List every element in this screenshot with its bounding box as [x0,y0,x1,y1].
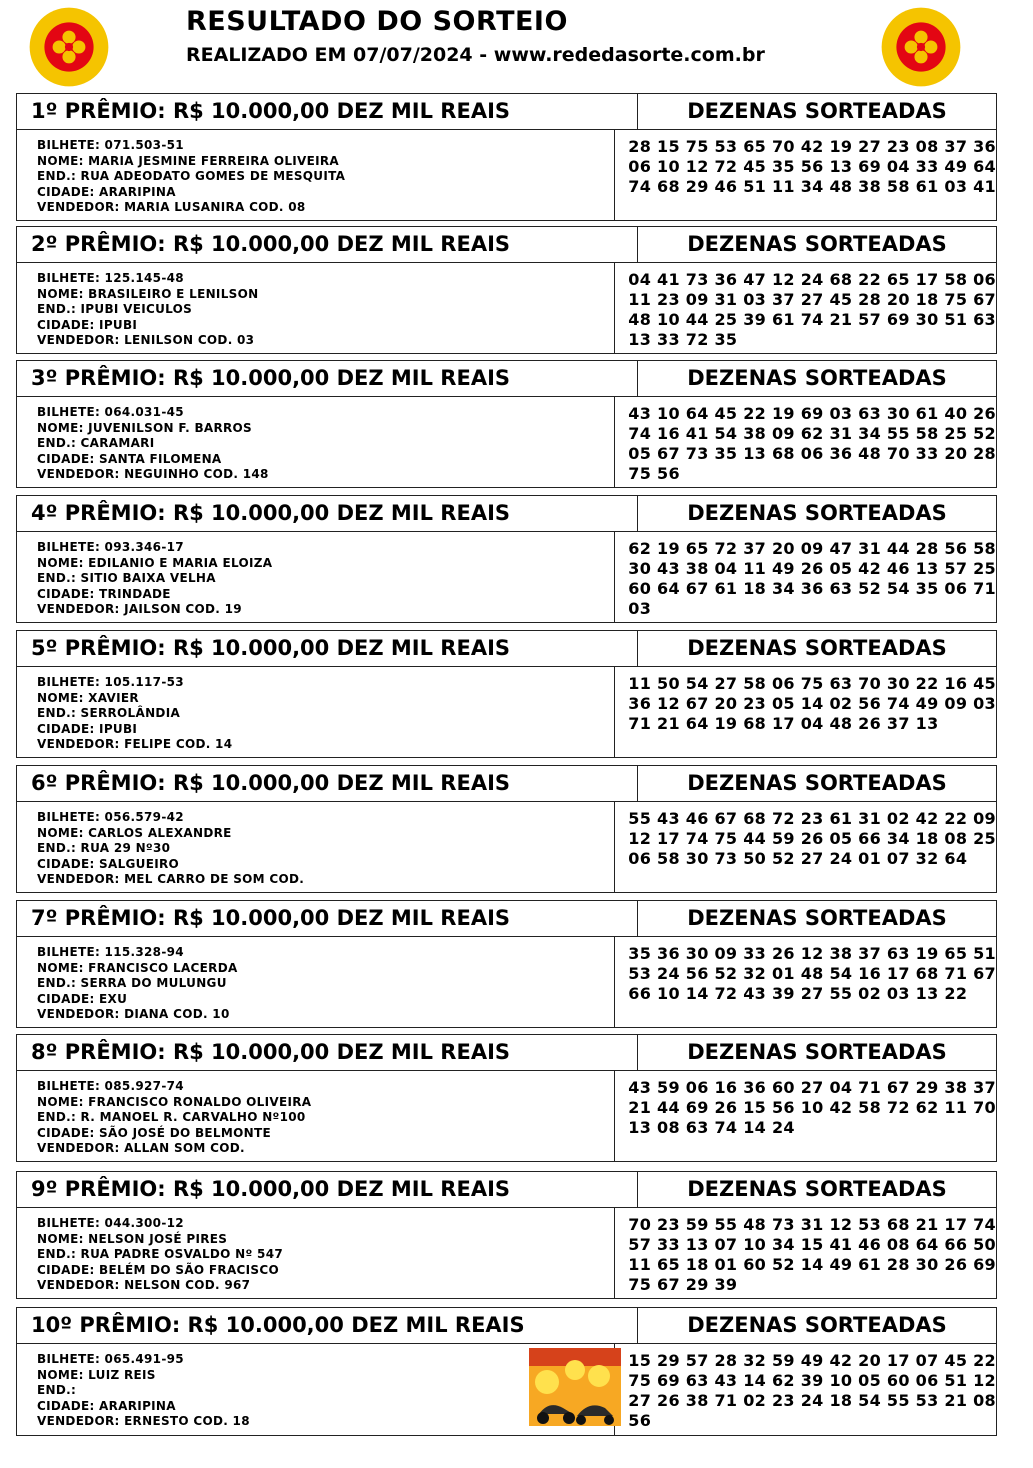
dezenas-title: DEZENAS SORTEADAS [687,1313,947,1337]
winner-city: CIDADE: ARARIPINA [37,184,176,199]
numbers-line: 62 19 65 72 37 20 09 47 31 44 28 56 58 [628,539,996,558]
prize-block [16,226,997,354]
numbers-line: 12 17 74 75 44 59 26 05 66 34 18 08 25 [628,829,996,848]
ticket-info [17,937,615,1027]
dezenas-title: DEZENAS SORTEADAS [687,99,947,123]
ticket-info [17,532,615,622]
ticket-number: BILHETE: 071.503-51 [37,138,184,152]
page-subtitle: REALIZADO EM 07/07/2024 - www.rededasorte.com.br [186,44,765,66]
drawn-numbers [615,263,996,353]
numbers-line: 66 10 14 72 43 39 27 55 02 03 13 22 [628,984,968,1003]
prize-title: 3º PRÊMIO: R$ 10.000,00 DEZ MIL REAIS [17,361,638,396]
numbers-line: 43 59 06 16 36 60 27 04 71 67 29 38 37 [628,1078,996,1097]
ticket-info [17,802,615,892]
numbers-line: 06 10 12 72 45 35 56 13 69 04 33 49 64 [628,157,996,176]
numbers-line: 70 23 59 55 48 73 31 12 53 68 21 17 74 [628,1215,996,1234]
prize-block [16,900,997,1028]
prize-block [16,93,997,221]
numbers-line: 55 43 46 67 68 72 23 61 31 02 42 22 09 [628,809,996,828]
winner-name: NOME: XAVIER [37,690,139,705]
winner-address: END.: CARAMARI [37,436,155,450]
prize-title: 5º PRÊMIO: R$ 10.000,00 DEZ MIL REAIS [17,631,638,666]
numbers-line: 35 36 30 09 33 26 12 38 37 63 19 65 51 [628,944,996,963]
ticket-number: BILHETE: 065.491-95 [37,1352,184,1366]
winner-address: END.: R. MANOEL R. CARVALHO Nº100 [37,1110,306,1124]
prize-block [16,1307,997,1436]
ticket-number: BILHETE: 044.300-12 [37,1216,184,1230]
dezenas-title: DEZENAS SORTEADAS [687,501,947,525]
prize-block [16,1171,997,1299]
winner-name: NOME: BRASILEIRO E LENILSON [37,286,259,301]
ticket-number: BILHETE: 105.117-53 [37,675,184,689]
winner-name: NOME: EDILANIO E MARIA ELOIZA [37,555,273,570]
numbers-line: 74 68 29 46 51 11 34 48 38 58 61 03 41 [628,177,996,196]
winner-address: END.: SERROLÂNDIA [37,706,181,720]
winner-city: CIDADE: IPUBI [37,721,138,736]
winner-address: END.: SERRA DO MULUNGU [37,976,227,990]
winner-city: CIDADE: BELÉM DO SÃO FRACISCO [37,1262,279,1277]
seller: VENDEDOR: LENILSON COD. 03 [37,333,255,347]
winner-address: END.: RUA ADEODATO GOMES DE MESQUITA [37,169,346,183]
seller: VENDEDOR: MARIA LUSANIRA COD. 08 [37,200,306,214]
prize-title: 4º PRÊMIO: R$ 10.000,00 DEZ MIL REAIS [17,496,638,531]
drawn-numbers [615,667,996,757]
ticket-info [17,1344,615,1435]
drawn-numbers [615,130,996,220]
winner-address: END.: RUA PADRE OSVALDO Nº 547 [37,1247,283,1261]
prize-block [16,630,997,758]
numbers-line: 05 67 73 35 13 68 06 36 48 70 33 20 28 [628,444,996,463]
seller: VENDEDOR: NELSON COD. 967 [37,1278,251,1292]
numbers-line: 03 [628,599,652,618]
prize-title: 10º PRÊMIO: R$ 10.000,00 DEZ MIL REAIS [17,1308,638,1343]
numbers-line: 06 58 30 73 50 52 27 24 01 07 32 64 [628,849,968,868]
dezenas-title: DEZENAS SORTEADAS [687,771,947,795]
winner-name: NOME: JUVENILSON F. BARROS [37,420,252,435]
winner-name: NOME: CARLOS ALEXANDRE [37,825,232,840]
numbers-line: 15 29 57 28 32 59 49 42 20 17 07 45 22 [628,1351,996,1370]
numbers-line: 04 41 73 36 47 12 24 68 22 65 17 58 06 [628,270,996,289]
numbers-line: 28 15 75 53 65 70 42 19 27 23 08 37 36 [628,137,996,156]
drawn-numbers [615,802,996,892]
winner-name: NOME: FRANCISCO LACERDA [37,960,238,975]
drawn-numbers [615,1344,996,1435]
winner-city: CIDADE: EXU [37,991,128,1006]
page-title: RESULTADO DO SORTEIO [186,6,568,37]
numbers-line: 11 65 18 01 60 52 14 49 61 28 30 26 69 [628,1255,996,1274]
numbers-line: 27 26 38 71 02 23 24 18 54 55 53 21 08 [628,1391,996,1410]
dezenas-title: DEZENAS SORTEADAS [687,636,947,660]
ticket-info [17,397,615,487]
winner-name: NOME: FRANCISCO RONALDO OLIVEIRA [37,1094,312,1109]
logo-icon [28,6,110,88]
page-header [0,0,1033,90]
numbers-line: 60 64 67 61 18 34 36 63 52 54 35 06 71 [628,579,996,598]
ticket-info [17,263,615,353]
seller: VENDEDOR: DIANA COD. 10 [37,1007,230,1021]
numbers-line: 56 [628,1411,652,1430]
drawn-numbers [615,397,996,487]
numbers-line: 13 08 63 74 14 24 [628,1118,795,1137]
prize-block [16,765,997,893]
numbers-line: 75 67 29 39 [628,1275,738,1294]
prize-title: 9º PRÊMIO: R$ 10.000,00 DEZ MIL REAIS [17,1172,638,1207]
seller: VENDEDOR: FELIPE COD. 14 [37,737,233,751]
seller: VENDEDOR: ALLAN SOM COD. [37,1141,245,1155]
winner-name: NOME: LUIZ REIS [37,1367,156,1382]
prize-block [16,360,997,488]
numbers-line: 75 69 63 43 14 62 39 10 05 60 06 51 12 [628,1371,996,1390]
winner-city: CIDADE: ARARIPINA [37,1398,176,1413]
ticket-number: BILHETE: 093.346-17 [37,540,184,554]
numbers-line: 21 44 69 26 15 56 10 42 58 72 62 11 70 [628,1098,996,1117]
numbers-line: 11 50 54 27 58 06 75 63 70 30 22 16 45 [628,674,996,693]
ticket-number: BILHETE: 085.927-74 [37,1079,184,1093]
drawn-numbers [615,937,996,1027]
seller: VENDEDOR: NEGUINHO COD. 148 [37,467,269,481]
numbers-line: 11 23 09 31 03 37 27 45 28 20 18 75 67 [628,290,996,309]
winner-city: CIDADE: TRINDADE [37,586,171,601]
winner-address: END.: IPUBI VEICULOS [37,302,193,316]
ticket-number: BILHETE: 064.031-45 [37,405,184,419]
winner-address: END.: [37,1383,77,1397]
ticket-info [17,667,615,757]
logo-icon [880,6,962,88]
winner-city: CIDADE: SANTA FILOMENA [37,451,222,466]
dezenas-title: DEZENAS SORTEADAS [687,1040,947,1064]
prize-title: 2º PRÊMIO: R$ 10.000,00 DEZ MIL REAIS [17,227,638,262]
seller: VENDEDOR: MEL CARRO DE SOM COD. [37,872,305,886]
ticket-number: BILHETE: 056.579-42 [37,810,184,824]
winner-address: END.: SITIO BAIXA VELHA [37,571,216,585]
prize-title: 7º PRÊMIO: R$ 10.000,00 DEZ MIL REAIS [17,901,638,936]
winner-address: END.: RUA 29 Nº30 [37,841,171,855]
drawn-numbers [615,532,996,622]
prize-block [16,495,997,623]
numbers-line: 75 56 [628,464,680,483]
dezenas-title: DEZENAS SORTEADAS [687,232,947,256]
prize-title: 8º PRÊMIO: R$ 10.000,00 DEZ MIL REAIS [17,1035,638,1070]
numbers-line: 30 43 38 04 11 49 26 05 42 46 13 57 25 [628,559,996,578]
ticket-info [17,1208,615,1298]
numbers-line: 53 24 56 52 32 01 48 54 16 17 68 71 67 [628,964,996,983]
dezenas-title: DEZENAS SORTEADAS [687,1177,947,1201]
winner-name: NOME: NELSON JOSÉ PIRES [37,1231,228,1246]
winner-city: CIDADE: SÃO JOSÉ DO BELMONTE [37,1125,271,1140]
drawn-numbers [615,1208,996,1298]
prize-block [16,1034,997,1162]
dezenas-title: DEZENAS SORTEADAS [687,906,947,930]
seller: VENDEDOR: ERNESTO COD. 18 [37,1414,250,1428]
prize-title: 6º PRÊMIO: R$ 10.000,00 DEZ MIL REAIS [17,766,638,801]
numbers-line: 36 12 67 20 23 05 14 02 56 74 49 09 03 [628,694,996,713]
numbers-line: 71 21 64 19 68 17 04 48 26 37 13 [628,714,939,733]
promo-flyer-image [529,1348,621,1426]
numbers-line: 48 10 44 25 39 61 74 21 57 69 30 51 63 [628,310,996,329]
numbers-line: 43 10 64 45 22 19 69 03 63 30 61 40 26 [628,404,996,423]
winner-city: CIDADE: IPUBI [37,317,138,332]
numbers-line: 13 33 72 35 [628,330,738,349]
ticket-number: BILHETE: 115.328-94 [37,945,184,959]
prize-title: 1º PRÊMIO: R$ 10.000,00 DEZ MIL REAIS [17,94,638,129]
drawn-numbers [615,1071,996,1161]
numbers-line: 57 33 13 07 10 34 15 41 46 08 64 66 50 [628,1235,996,1254]
winner-city: CIDADE: SALGUEIRO [37,856,180,871]
ticket-info [17,1071,615,1161]
ticket-info [17,130,615,220]
seller: VENDEDOR: JAILSON COD. 19 [37,602,242,616]
winner-name: NOME: MARIA JESMINE FERREIRA OLIVEIRA [37,153,340,168]
ticket-number: BILHETE: 125.145-48 [37,271,184,285]
dezenas-title: DEZENAS SORTEADAS [687,366,947,390]
numbers-line: 74 16 41 54 38 09 62 31 34 55 58 25 52 [628,424,996,443]
